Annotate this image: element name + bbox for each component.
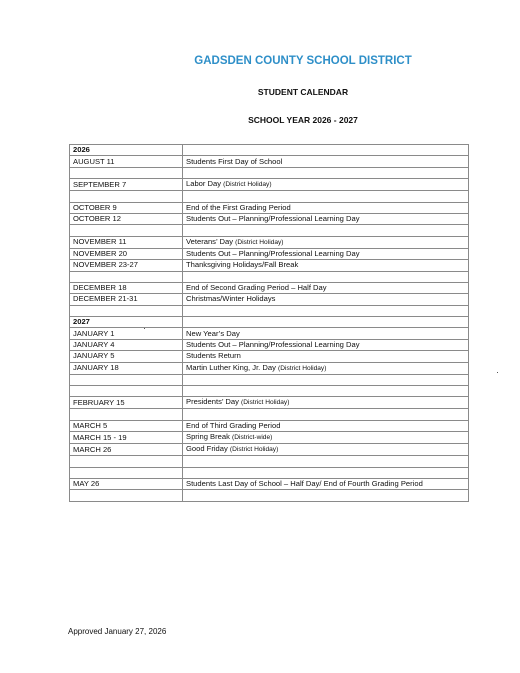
date-cell: DECEMBER 18 [70, 282, 183, 293]
year-header-row [70, 317, 469, 328]
calendar-title: STUDENT CALENDAR [257, 87, 349, 97]
calendar-table [69, 144, 469, 502]
event-text: Christmas/Winter Holidays [186, 294, 276, 304]
event-cell [183, 467, 469, 478]
year-label: 2027 [70, 317, 183, 328]
calendar-row [70, 156, 469, 167]
date-cell: JANUARY 1 [70, 328, 183, 339]
event-text: Labor Day [186, 179, 222, 189]
event-text: Students Out – Planning/Professional Learning Day [186, 248, 360, 258]
year-header-row [70, 145, 469, 156]
calendar-row [70, 260, 469, 271]
date-cell [70, 225, 183, 236]
event-text: Students Out – Planning/Professional Learning Day [186, 214, 360, 224]
date-cell [70, 305, 183, 316]
event-cell [183, 179, 469, 191]
date-cell [70, 167, 183, 178]
date-cell [70, 490, 183, 501]
calendar-row [70, 282, 469, 293]
calendar-row [70, 420, 469, 431]
blank-row [70, 225, 469, 236]
calendar-row [70, 248, 469, 259]
event-text: End of the First Grading Period [186, 202, 291, 212]
date-cell: NOVEMBER 23-27 [70, 260, 183, 271]
event-cell [183, 374, 469, 385]
event-text: New Year’s Day [186, 328, 240, 338]
date-cell [70, 191, 183, 202]
event-cell [183, 282, 469, 293]
event-cell [183, 260, 469, 271]
event-cell [183, 328, 469, 339]
blank-row [70, 374, 469, 385]
event-cell [183, 271, 469, 282]
calendar-row [70, 339, 469, 350]
date-cell: NOVEMBER 20 [70, 248, 183, 259]
event-cell [183, 351, 469, 362]
calendar-row [70, 213, 469, 224]
event-cell [183, 409, 469, 420]
event-text: Presidents’ Day [186, 397, 239, 407]
date-cell: JANUARY 5 [70, 351, 183, 362]
event-text: Students First Day of School [186, 156, 283, 166]
blank-row [70, 409, 469, 420]
date-cell: DECEMBER 21-31 [70, 294, 183, 305]
blank-row [70, 191, 469, 202]
date-cell: FEBRUARY 15 [70, 397, 183, 409]
calendar-row [70, 397, 469, 409]
blank-row [70, 467, 469, 478]
blank-row [70, 490, 469, 501]
date-cell: MARCH 26 [70, 444, 183, 456]
event-cell [183, 490, 469, 501]
year-label: 2026 [70, 145, 183, 156]
event-cell [183, 305, 469, 316]
event-cell [183, 236, 469, 248]
event-cell [183, 386, 469, 397]
date-cell [70, 456, 183, 467]
date-cell [70, 374, 183, 385]
event-cell [183, 225, 469, 236]
event-cell [183, 191, 469, 202]
date-cell: AUGUST 11 [70, 156, 183, 167]
event-note: (District Holiday) [229, 446, 279, 454]
date-cell: SEPTEMBER 7 [70, 179, 183, 191]
date-cell [70, 386, 183, 397]
date-cell [70, 409, 183, 420]
event-note: (District Holiday) [241, 399, 290, 407]
calendar-row [70, 444, 469, 456]
event-text: Spring Break [186, 432, 230, 442]
event-text: Students Last Day of School – Half Day/ End of Fourth Grading Period [186, 479, 423, 489]
event-cell [183, 339, 469, 350]
event-cell [183, 167, 469, 178]
event-note: (District Holiday) [235, 238, 284, 246]
event-cell [183, 145, 469, 156]
calendar-row [70, 179, 469, 191]
blank-row [70, 456, 469, 467]
date-cell [70, 467, 183, 478]
event-cell [183, 397, 469, 409]
scan-speck [497, 372, 498, 373]
approval-note: Approved January 27, 2026 [68, 627, 167, 636]
calendar-row [70, 236, 469, 248]
event-cell [183, 444, 469, 456]
event-cell [183, 456, 469, 467]
event-text: Students Return [186, 351, 241, 361]
date-cell: OCTOBER 9 [70, 202, 183, 213]
date-cell: JANUARY 4 [70, 339, 183, 350]
date-cell: NOVEMBER 11 [70, 236, 183, 248]
date-cell: OCTOBER 12 [70, 213, 183, 224]
event-cell [183, 362, 469, 374]
date-cell: JANUARY 18 [70, 362, 183, 374]
calendar-row [70, 478, 469, 489]
scan-speck [144, 328, 145, 329]
calendar-row [70, 328, 469, 339]
calendar-table-body [70, 145, 469, 502]
district-title: GADSDEN COUNTY SCHOOL DISTRICT [194, 55, 412, 67]
event-text: Veterans’ Day [186, 236, 233, 246]
calendar-row [70, 351, 469, 362]
event-text: Thanksgiving Holidays/Fall Break [186, 260, 299, 270]
school-year-title: SCHOOL YEAR 2026 - 2027 [248, 115, 358, 125]
calendar-row [70, 294, 469, 305]
date-cell: MARCH 5 [70, 420, 183, 431]
event-note: (District Holiday) [223, 181, 272, 189]
blank-row [70, 167, 469, 178]
event-note: (District-wide) [232, 434, 273, 442]
event-cell [183, 317, 469, 328]
event-text: Martin Luther King, Jr. Day [186, 362, 276, 372]
blank-row [70, 386, 469, 397]
blank-row [70, 271, 469, 282]
blank-row [70, 305, 469, 316]
event-cell [183, 248, 469, 259]
calendar-row [70, 362, 469, 374]
event-text: Good Friday [186, 444, 228, 454]
date-cell [70, 271, 183, 282]
event-cell [183, 432, 469, 444]
event-text: End of Second Grading Period – Half Day [186, 283, 327, 293]
calendar-row [70, 202, 469, 213]
event-cell [183, 213, 469, 224]
event-text: End of Third Grading Period [186, 421, 281, 430]
date-cell: MARCH 15 - 19 [70, 432, 183, 444]
event-cell [183, 294, 469, 305]
event-note: (District Holiday) [278, 364, 327, 372]
date-cell: MAY 26 [70, 478, 183, 489]
event-cell [183, 202, 469, 213]
event-cell [183, 478, 469, 489]
event-text: Students Out – Planning/Professional Learning Day [186, 340, 360, 350]
event-cell [183, 420, 469, 431]
calendar-row [70, 432, 469, 444]
event-cell [183, 156, 469, 167]
